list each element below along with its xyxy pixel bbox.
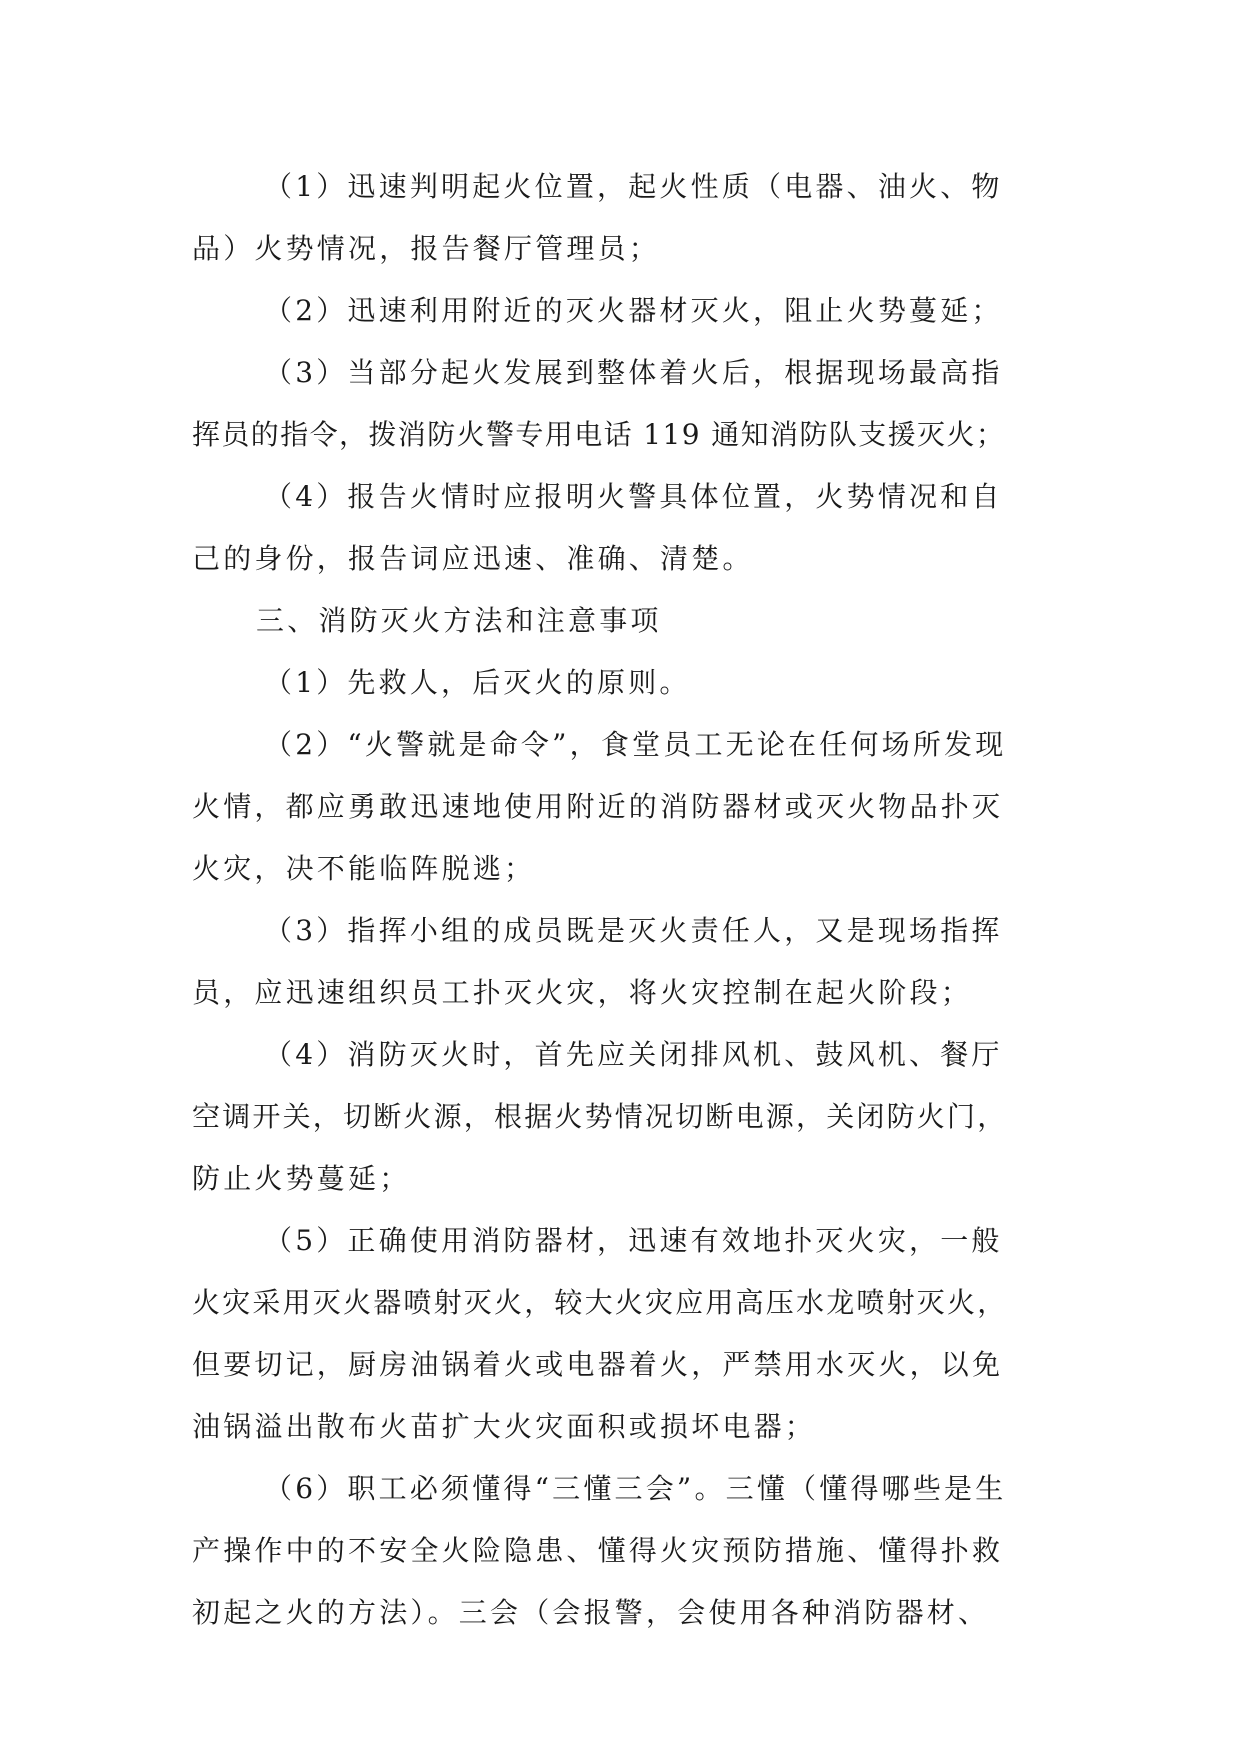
- paragraph-line: 品）火势情况，报告餐厅管理员；: [192, 232, 661, 265]
- paragraph-line: 火灾采用灭火器喷射灭火，较大火灾应用高压水龙喷射灭火，: [192, 1286, 1008, 1319]
- paragraph-1: [192, 156, 1052, 280]
- paragraph-10: [192, 1458, 1052, 1644]
- paragraph-8: [192, 1024, 1052, 1210]
- paragraph-3: [192, 342, 1052, 466]
- paragraph-line: （1）迅速判明起火位置，起火性质（电器、油火、物: [264, 170, 1003, 203]
- paragraph-line: （6）职工必须懂得“三懂三会”。三懂（懂得哪些是生: [264, 1472, 1007, 1505]
- paragraph-line: 产操作中的不安全火险隐患、懂得火灾预防措施、懂得扑救: [192, 1534, 1004, 1567]
- paragraph-line: 火灾，决不能临阵脱逃；: [192, 852, 536, 885]
- paragraph-2: [192, 280, 1052, 342]
- paragraph-6: [192, 714, 1052, 900]
- paragraph-line: 油锅溢出散布火苗扩大火灾面积或损坏电器；: [192, 1410, 817, 1443]
- section-heading-text: 三、消防灭火方法和注意事项: [256, 604, 662, 637]
- paragraph-line: 己的身份，报告词应迅速、准确、清楚。: [192, 542, 754, 575]
- paragraph-line: （1）先救人，后灭火的原则。: [264, 666, 691, 699]
- paragraph-line: 空调开关，切断火源，根据火势情况切断电源，关闭防火门，: [192, 1100, 1008, 1133]
- paragraph-line: 员，应迅速组织员工扑灭火灾，将火灾控制在起火阶段；: [192, 976, 973, 1009]
- paragraph-line: 初起之火的方法）。三会（会报警，会使用各种消防器材、: [192, 1596, 990, 1629]
- paragraph-line: （4）消防灭火时，首先应关闭排风机、鼓风机、餐厅: [264, 1038, 1003, 1071]
- paragraph-5: [192, 652, 1052, 714]
- paragraph-line: 但要切记，厨房油锅着火或电器着火，严禁用水灭火，以免: [192, 1348, 1004, 1381]
- paragraph-line: （4）报告火情时应报明火警具体位置，火势情况和自: [264, 480, 1003, 513]
- paragraph-line: （3）当部分起火发展到整体着火后，根据现场最高指: [264, 356, 1003, 389]
- paragraph-line: （2）“火警就是命令”，食堂员工无论在任何场所发现: [264, 728, 1007, 761]
- paragraph-line: 挥员的指令，拨消防火警专用电话 119 通知消防队支援灭火；: [192, 418, 1006, 451]
- paragraph-7: [192, 900, 1052, 1024]
- paragraph-line: （5）正确使用消防器材，迅速有效地扑灭火灾，一般: [264, 1224, 1003, 1257]
- paragraph-4: [192, 466, 1052, 590]
- paragraph-line: （2）迅速利用附近的灭火器材灭火，阻止火势蔓延；: [264, 294, 1003, 327]
- paragraph-line: 防止火势蔓延；: [192, 1162, 411, 1195]
- document-page: [192, 156, 1052, 1644]
- paragraph-line: （3）指挥小组的成员既是灭火责任人，又是现场指挥: [264, 914, 1003, 947]
- section-heading: [192, 590, 1052, 652]
- paragraph-9: [192, 1210, 1052, 1458]
- paragraph-line: 火情，都应勇敢迅速地使用附近的消防器材或灭火物品扑灭: [192, 790, 1004, 823]
